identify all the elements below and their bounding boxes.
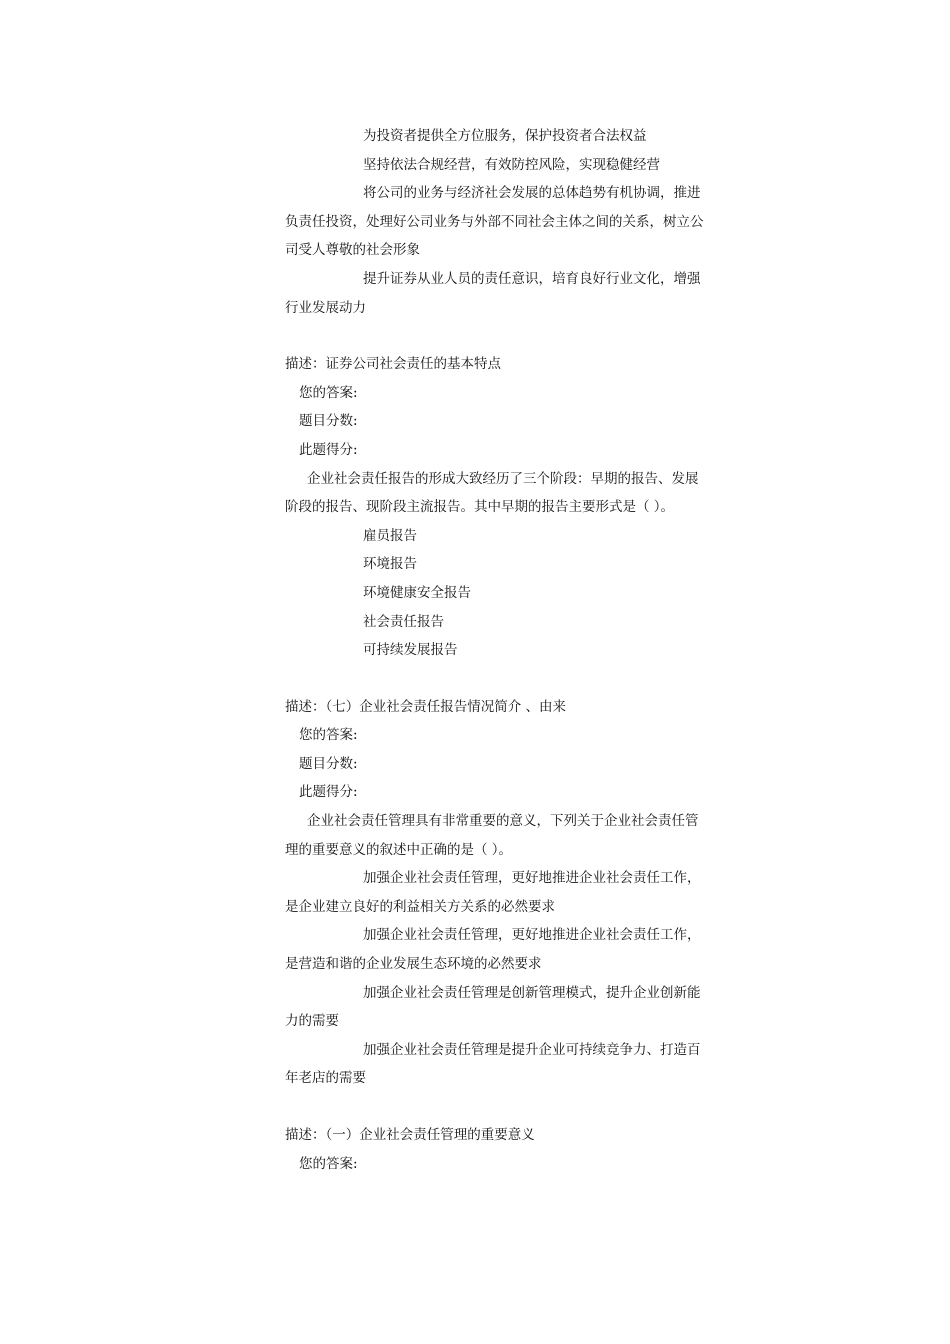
question-score-label: 题目分数:: [299, 755, 358, 772]
question-description: 描述：（一）企业社会责任管理的重要意义: [285, 1127, 535, 1143]
option-item[interactable]: 加强企业社会责任管理是创新管理模式，提升企业创新能力的需要: [285, 984, 701, 1030]
option-item[interactable]: 将公司的业务与经济社会发展的总体趋势有机协调，推进负责任投资，处理好公司业务与外部不同社会主体之间的关系，树立公司受人尊敬的社会形象: [285, 185, 704, 259]
option-item[interactable]: 提升证券从业人员的责任意识，培育良好行业文化，增强行业发展动力: [285, 270, 701, 316]
question-description: 描述：（七）企业社会责任报告情况简介 、由来: [285, 698, 567, 715]
your-answer-label: 您的答案:: [299, 384, 358, 401]
question-description: 描述：证券公司社会责任的基本特点: [285, 356, 501, 373]
your-answer-label: 您的答案:: [299, 727, 358, 744]
option-item[interactable]: 环境报告: [363, 556, 417, 573]
obtained-score-label: 此题得分:: [299, 784, 358, 801]
option-item[interactable]: 社会责任报告: [363, 613, 444, 630]
obtained-score-label: 此题得分:: [299, 441, 358, 458]
question-score-label: 题目分数:: [299, 413, 358, 430]
option-item[interactable]: 可持续发展报告: [363, 642, 458, 659]
question-text: 企业社会责任报告的形成大致经历了三个阶段：早期的报告、发展阶段的报告、现阶段主流报告。其中早期的报告主要形式是（ ）。: [285, 470, 699, 516]
document-page: [285, 122, 705, 1178]
your-answer-label: 您的答案:: [299, 1155, 358, 1172]
option-item[interactable]: 坚持依法合规经营，有效防控风险，实现稳健经营: [363, 156, 660, 173]
option-item[interactable]: 环境健康安全报告: [363, 584, 471, 601]
option-item[interactable]: 加强企业社会责任管理，更好地推进企业社会责任工作，是企业建立良好的利益相关方关系的必然要求: [285, 870, 701, 915]
option-item[interactable]: 雇员报告: [363, 527, 417, 544]
option-item[interactable]: 加强企业社会责任管理是提升企业可持续竞争力、打造百年老店的需要: [285, 1041, 701, 1087]
option-item[interactable]: 加强企业社会责任管理，更好地推进企业社会责任工作，是营造和谐的企业发展生态环境的必然要求: [285, 927, 701, 973]
option-item[interactable]: 为投资者提供全方位服务，保护投资者合法权益: [363, 128, 647, 144]
question-text: 企业社会责任管理具有非常重要的意义，下列关于企业社会责任管理的重要意义的叙述中正确的是（ ）。: [285, 813, 699, 858]
